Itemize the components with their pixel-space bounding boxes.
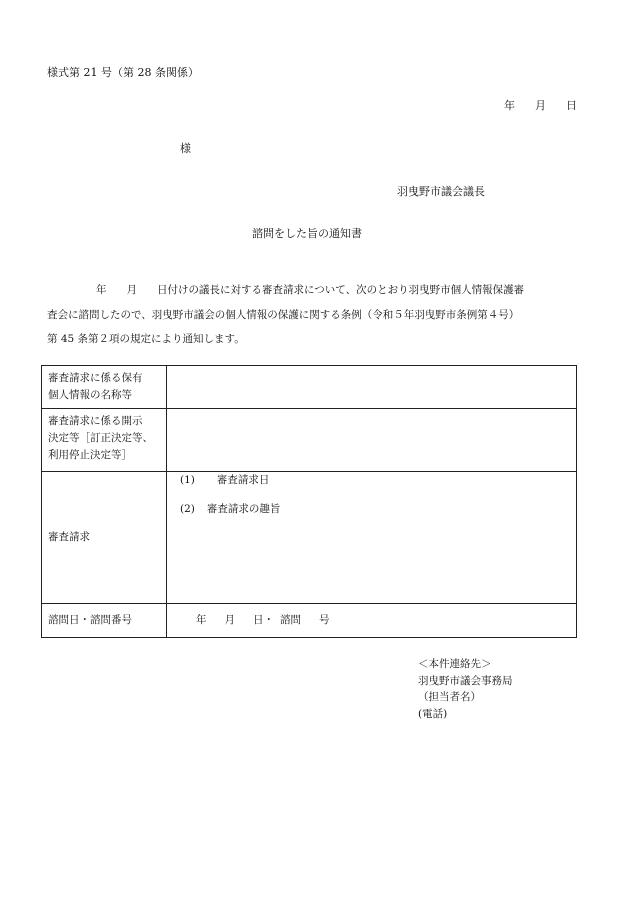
contact-office: 羽曳野市議会事務局 xyxy=(418,674,513,687)
request-item-2: (2) 審査請求の趣旨 xyxy=(180,503,281,515)
table-row xyxy=(42,604,577,638)
row-label-request: 審査請求 xyxy=(42,472,167,604)
row-value-inquiry-number[interactable]: 年 月 日・ 諮問 号 xyxy=(167,604,577,638)
table-row xyxy=(42,366,577,409)
contact-phone: (電話) xyxy=(418,707,448,720)
date-line xyxy=(504,97,577,113)
date-month: 月 xyxy=(535,99,546,112)
body-line-2: 査会に諮問したので、羽曳野市議会の個人情報の保護に関する条例（令和５年羽曳野市条例第４号） xyxy=(47,309,520,321)
body-line-1-text: 日付けの議長に対する審査請求について、次のとおり羽曳野市個人情報保護審 xyxy=(157,284,525,296)
contact-block xyxy=(418,656,513,722)
form-number: 様式第 21 号（第 28 条関係） xyxy=(47,66,199,79)
body-year: 年 xyxy=(96,284,107,296)
addressee-suffix: 様 xyxy=(180,142,191,155)
date-day: 日 xyxy=(566,99,577,112)
sender-name: 羽曳野市議会議長 xyxy=(397,185,485,198)
contact-person: （担当者名） xyxy=(418,691,481,703)
row-value-personal-info[interactable] xyxy=(167,366,577,409)
request-item-1: (1) 審査請求日 xyxy=(180,474,270,486)
contact-heading: ＜本件連絡先＞ xyxy=(418,658,492,670)
document-title: 諮問をした旨の通知書 xyxy=(252,227,362,240)
row-label-personal-info: 審査請求に係る保有 個人情報の名称等 xyxy=(42,366,167,409)
date-year: 年 xyxy=(504,99,515,112)
row-value-request[interactable] xyxy=(167,472,577,604)
body-month: 月 xyxy=(126,284,137,296)
row-value-disclosure-decision[interactable] xyxy=(167,409,577,472)
body-line-3: 第 45 条第２項の規定により通知します。 xyxy=(47,333,245,345)
row-label-inquiry-number: 諮問日・諮問番号 xyxy=(42,604,167,638)
body-line-1 xyxy=(96,282,524,297)
table-row xyxy=(42,472,577,604)
table-row xyxy=(42,409,577,472)
inquiry-table xyxy=(41,365,577,638)
row-label-disclosure-decision: 審査請求に係る開示 決定等［訂正決定等、 利用停止決定等］ xyxy=(42,409,167,472)
